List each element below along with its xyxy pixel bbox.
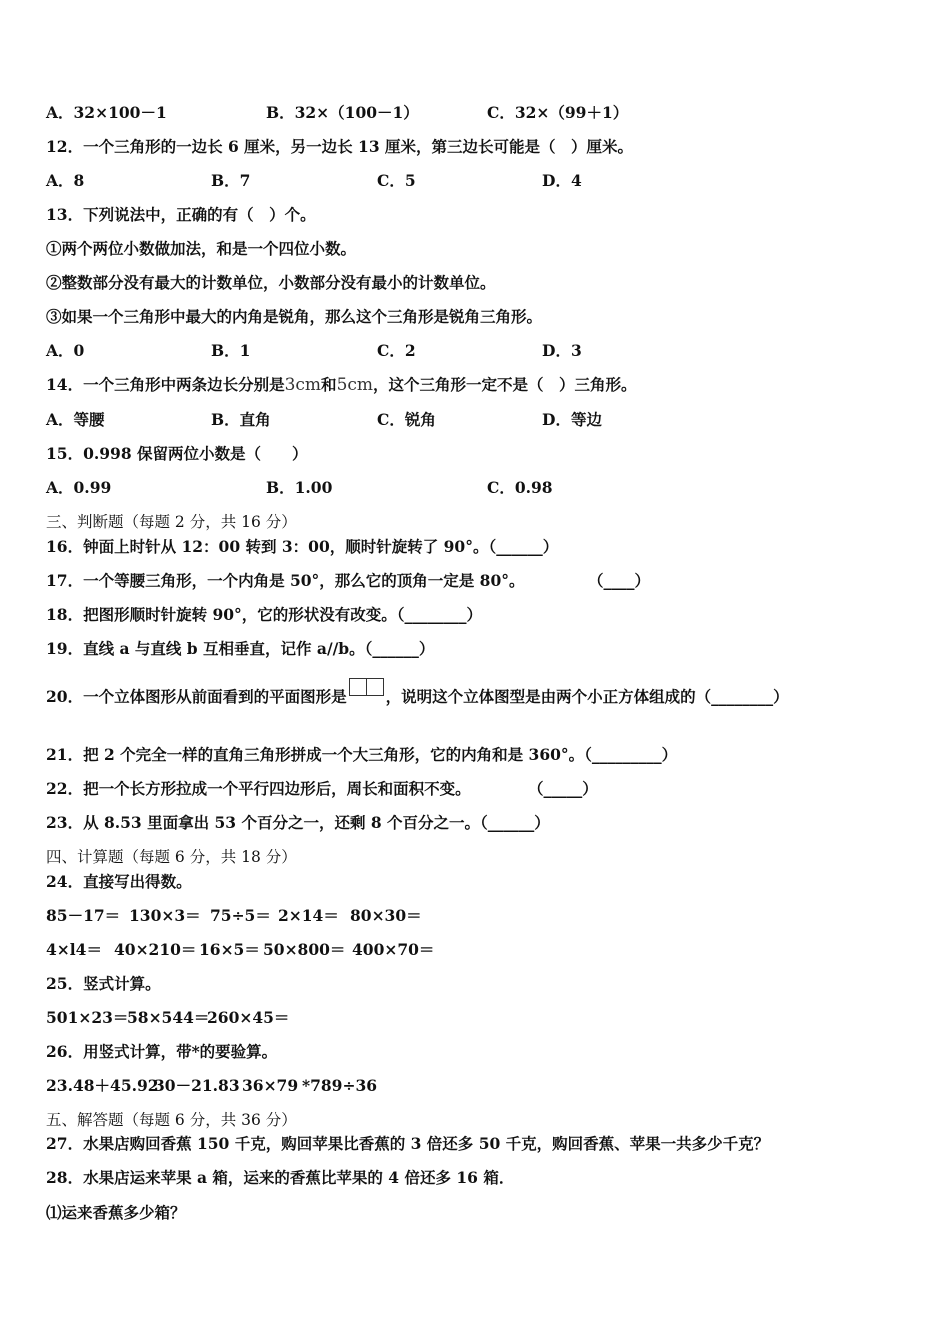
square-right	[366, 678, 384, 696]
q26-expr: 30－21.83	[154, 1076, 240, 1095]
q25-expr: 501×23＝	[46, 1008, 129, 1027]
square-left	[349, 678, 367, 696]
q14-text	[46, 375, 637, 395]
q24-expr: 50×800＝	[263, 940, 346, 959]
q24-expr: 16×5＝	[199, 940, 260, 959]
q21-text: 21．把 2 个完全一样的直角三角形拼成一个大三角形，它的内角和是 360°。（_________）	[46, 745, 678, 764]
q14-option-d: D．等边	[542, 410, 602, 429]
two-squares-figure	[349, 678, 384, 701]
q13-text: 13．下列说法中，正确的有（ ）个。	[46, 205, 316, 224]
q11-option-a: A．32×100－1	[46, 103, 167, 122]
q24-expr: 85－17＝	[46, 906, 121, 925]
q28-sub-1: ⑴运来香蕉多少箱？	[46, 1203, 186, 1222]
q14-option-c: C．锐角	[377, 410, 436, 429]
q27-text: 27．水果店购回香蕉 150 千克，购回苹果比香蕉的 3 倍还多 50 千克，购回香蕉、苹果一共多少千克？	[46, 1134, 770, 1153]
q15-option-a: A．0.99	[46, 478, 112, 497]
q28-text: 28．水果店运来苹果 a 箱，运来的香蕉比苹果的 4 倍还多 16 箱．	[46, 1168, 515, 1187]
section-3-heading: 三、判断题（每题 2 分，共 16 分）	[46, 513, 297, 531]
q26-expr: 23.48＋45.92	[46, 1076, 159, 1095]
q15-option-b: B．1.00	[266, 478, 333, 497]
q15-option-c: C．0.98	[487, 478, 553, 497]
q26-expr: *789÷36	[302, 1076, 378, 1095]
q13-statement-1: ①两个两位小数做加法，和是一个四位小数。	[46, 239, 357, 258]
q14-text-pre: 14．一个三角形中两条边长分别是	[46, 375, 285, 394]
q24-expr: 4×l4＝	[46, 940, 102, 959]
q25-expr: 58×544＝	[127, 1008, 210, 1027]
q12-option-d: D．4	[542, 171, 582, 190]
q20-text	[46, 686, 789, 709]
q13-option-b: B．1	[211, 341, 251, 360]
q24-expr: 75÷5＝	[210, 906, 271, 925]
q16-text: 16．钟面上时针从 12：00 转到 3：00，顺时针旋转了 90°。（______）	[46, 537, 559, 556]
q14-text-post: ，这个三角形一定不是（ ）三角形。	[373, 375, 637, 394]
q19-text: 19．直线 a 与直线 b 互相垂直，记作 a//b。（______）	[46, 639, 435, 658]
q12-option-a: A．8	[46, 171, 85, 190]
q17-text: 17．一个等腰三角形，一个内角是 50°，那么它的顶角一定是 80°。	[46, 571, 525, 590]
q14-option-a: A．等腰	[46, 410, 105, 429]
q11-option-c: C．32×（99＋1）	[487, 103, 629, 122]
section-5-heading: 五、解答题（每题 6 分，共 36 分）	[46, 1111, 297, 1129]
q13-statement-2: ②整数部分没有最大的计数单位，小数部分没有最小的计数单位。	[46, 273, 496, 292]
q26-expr: 36×79	[242, 1076, 299, 1095]
q13-option-c: C．2	[377, 341, 416, 360]
q13-option-d: D．3	[542, 341, 582, 360]
q15-text: 15．0.998 保留两位小数是（ ）	[46, 444, 308, 463]
q22-blank: （_____）	[528, 779, 598, 798]
q24-text: 24．直接写出得数。	[46, 872, 192, 891]
q24-expr: 130×3＝	[129, 906, 201, 925]
q14-text-mid: 和	[321, 375, 337, 394]
q25-expr: 260×45＝	[207, 1008, 290, 1027]
q26-text: 26．用竖式计算，带*的要验算。	[46, 1042, 278, 1061]
q23-text: 23．从 8.53 里面拿出 53 个百分之一，还剩 8 个百分之一。（______）	[46, 813, 550, 832]
q12-text: 12．一个三角形的一边长 6 厘米，另一边长 13 厘米，第三边长可能是（ ）厘米。	[46, 137, 634, 156]
q17-blank: （____）	[588, 571, 651, 590]
q13-option-a: A．0	[46, 341, 85, 360]
q20-text-post: ，说明这个立体图型是由两个小正方体组成的（________）	[385, 687, 789, 706]
q25-text: 25．竖式计算。	[46, 974, 161, 993]
q18-text: 18．把图形顺时针旋转 90°，它的形状没有改变。（________）	[46, 605, 483, 624]
q11-option-b: B．32×（100－1）	[266, 103, 419, 122]
q24-expr: 400×70＝	[352, 940, 435, 959]
q14-measure-1: 3cm	[284, 375, 322, 395]
q24-expr: 2×14＝	[278, 906, 339, 925]
section-4-heading: 四、计算题（每题 6 分，共 18 分）	[46, 848, 297, 866]
q13-statement-3: ③如果一个三角形中最大的内角是锐角，那么这个三角形是锐角三角形。	[46, 307, 543, 326]
q24-expr: 80×30＝	[350, 906, 422, 925]
q14-measure-2: 5cm	[336, 375, 374, 395]
q22-text: 22．把一个长方形拉成一个平行四边形后，周长和面积不变。	[46, 779, 471, 798]
q20-text-pre: 20．一个立体图形从前面看到的平面图形是	[46, 687, 347, 706]
q14-option-b: B．直角	[211, 410, 271, 429]
q12-option-c: C．5	[377, 171, 416, 190]
q12-option-b: B．7	[211, 171, 251, 190]
q24-expr: 40×210＝	[114, 940, 197, 959]
